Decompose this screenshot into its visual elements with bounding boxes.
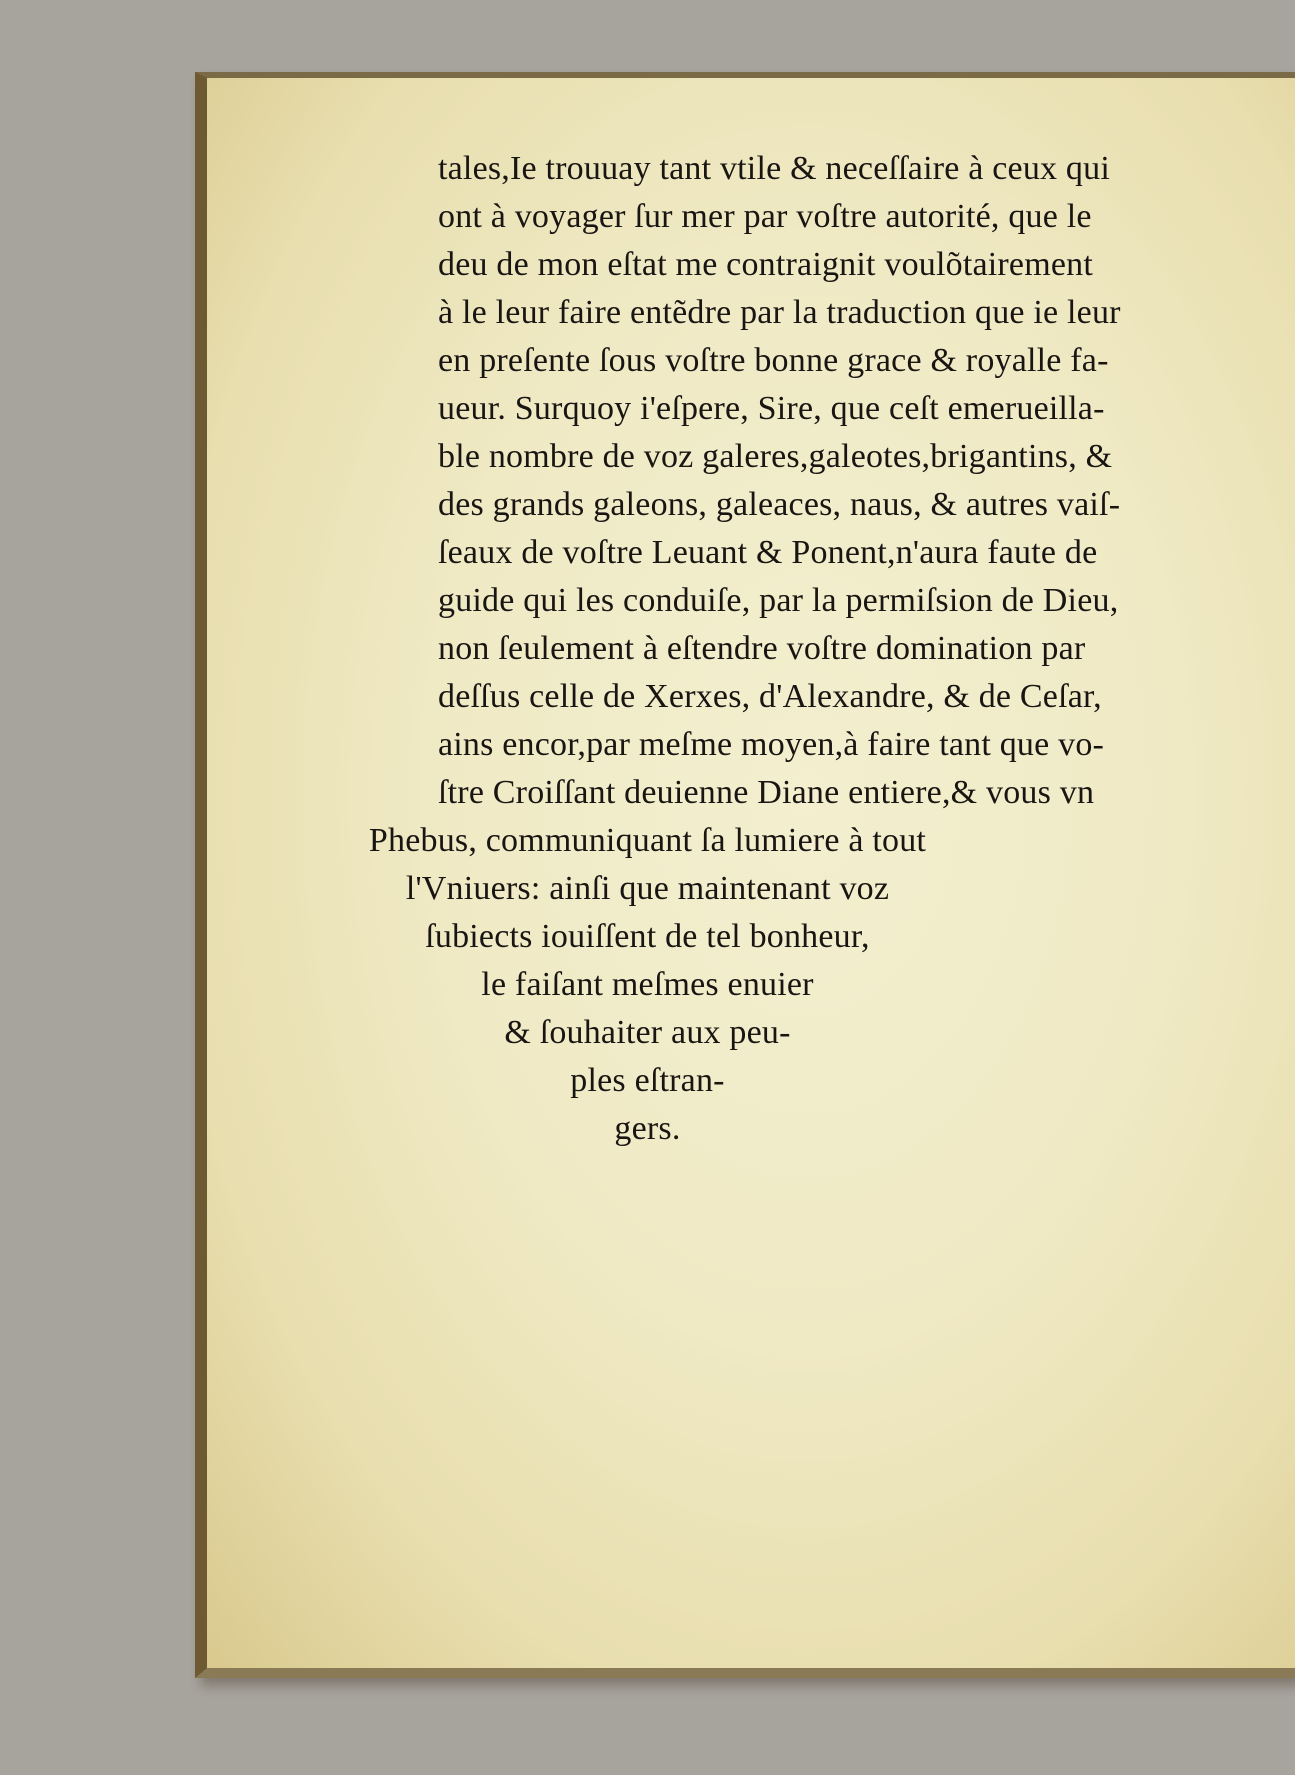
text-line-content: gers.: [614, 1110, 681, 1147]
text-line: [438, 342, 1160, 380]
text-line-content: non ſeulement à eſtendre voſtre domination par: [438, 630, 1086, 667]
text-line-content: ples eſtran-: [570, 1062, 725, 1099]
text-line: [438, 438, 1160, 476]
text-line-content: des grands galeons, galeaces, naus, & autres vaiſ-: [438, 486, 1121, 523]
text-line-centered: [0, 822, 1295, 860]
text-line-centered: [0, 870, 1295, 908]
text-line-content: l'Vniuers: ainſi que maintenant voz: [405, 870, 890, 907]
text-line: [438, 486, 1160, 524]
text-line: [438, 726, 1160, 764]
text-line-content: deſſus celle de Xerxes, d'Alexandre, & de Ceſar,: [438, 678, 1102, 715]
text-line: [438, 246, 1160, 284]
text-line-content: Phebus, communiquant ſa lumiere à tout: [368, 822, 927, 859]
text-line-content: deu de mon eſtat me contraignit voulõtairement: [438, 246, 1094, 283]
text-line: [438, 198, 1160, 236]
text-line: [438, 630, 1160, 668]
text-line: [438, 390, 1160, 428]
text-line: [438, 582, 1160, 620]
text-line: [438, 774, 1160, 812]
text-line-content: & ſouhaiter aux peu-: [504, 1014, 791, 1051]
text-line-centered: [0, 1110, 1295, 1148]
text-line: [438, 294, 1160, 332]
text-line-content: ble nombre de voz galeres,galeotes,brigantins, &: [438, 438, 1113, 475]
text-line-content: ſtre Croiſſant deuienne Diane entiere,& vous vn: [438, 774, 1095, 811]
text-line-content: ont à voyager ſur mer par voſtre autorité, que le: [438, 198, 1092, 235]
text-line-centered: [0, 918, 1295, 956]
text-line-centered: [0, 1062, 1295, 1100]
text-line-content: en preſente ſous voſtre bonne grace & royalle fa-: [438, 342, 1109, 379]
text-line-centered: [0, 966, 1295, 1004]
text-line-content: le faiſant meſmes enuier: [481, 966, 814, 1003]
text-line-content: ains encor,par meſme moyen,à faire tant que vo-: [438, 726, 1105, 763]
text-line: [438, 534, 1160, 572]
text-line-content: ueur. Surquoy i'eſpere, Sire, que ceſt emerueilla-: [438, 390, 1105, 427]
text-line-content: guide qui les conduiſe, par la permiſsion de Dieu,: [438, 582, 1119, 619]
text-line: [438, 150, 1160, 188]
text-line-content: tales,Ie trouuay tant vtile & neceſſaire à ceux qui: [438, 150, 1110, 187]
text-line-content: ſeaux de voſtre Leuant & Ponent,n'aura faute de: [438, 534, 1098, 571]
text-line-centered: [0, 1014, 1295, 1052]
text-line-content: ſubiects iouiſſent de tel bonheur,: [425, 918, 870, 955]
text-line: [438, 678, 1160, 716]
text-line-content: à le leur faire entẽdre par la traduction que ie leur: [438, 294, 1121, 331]
